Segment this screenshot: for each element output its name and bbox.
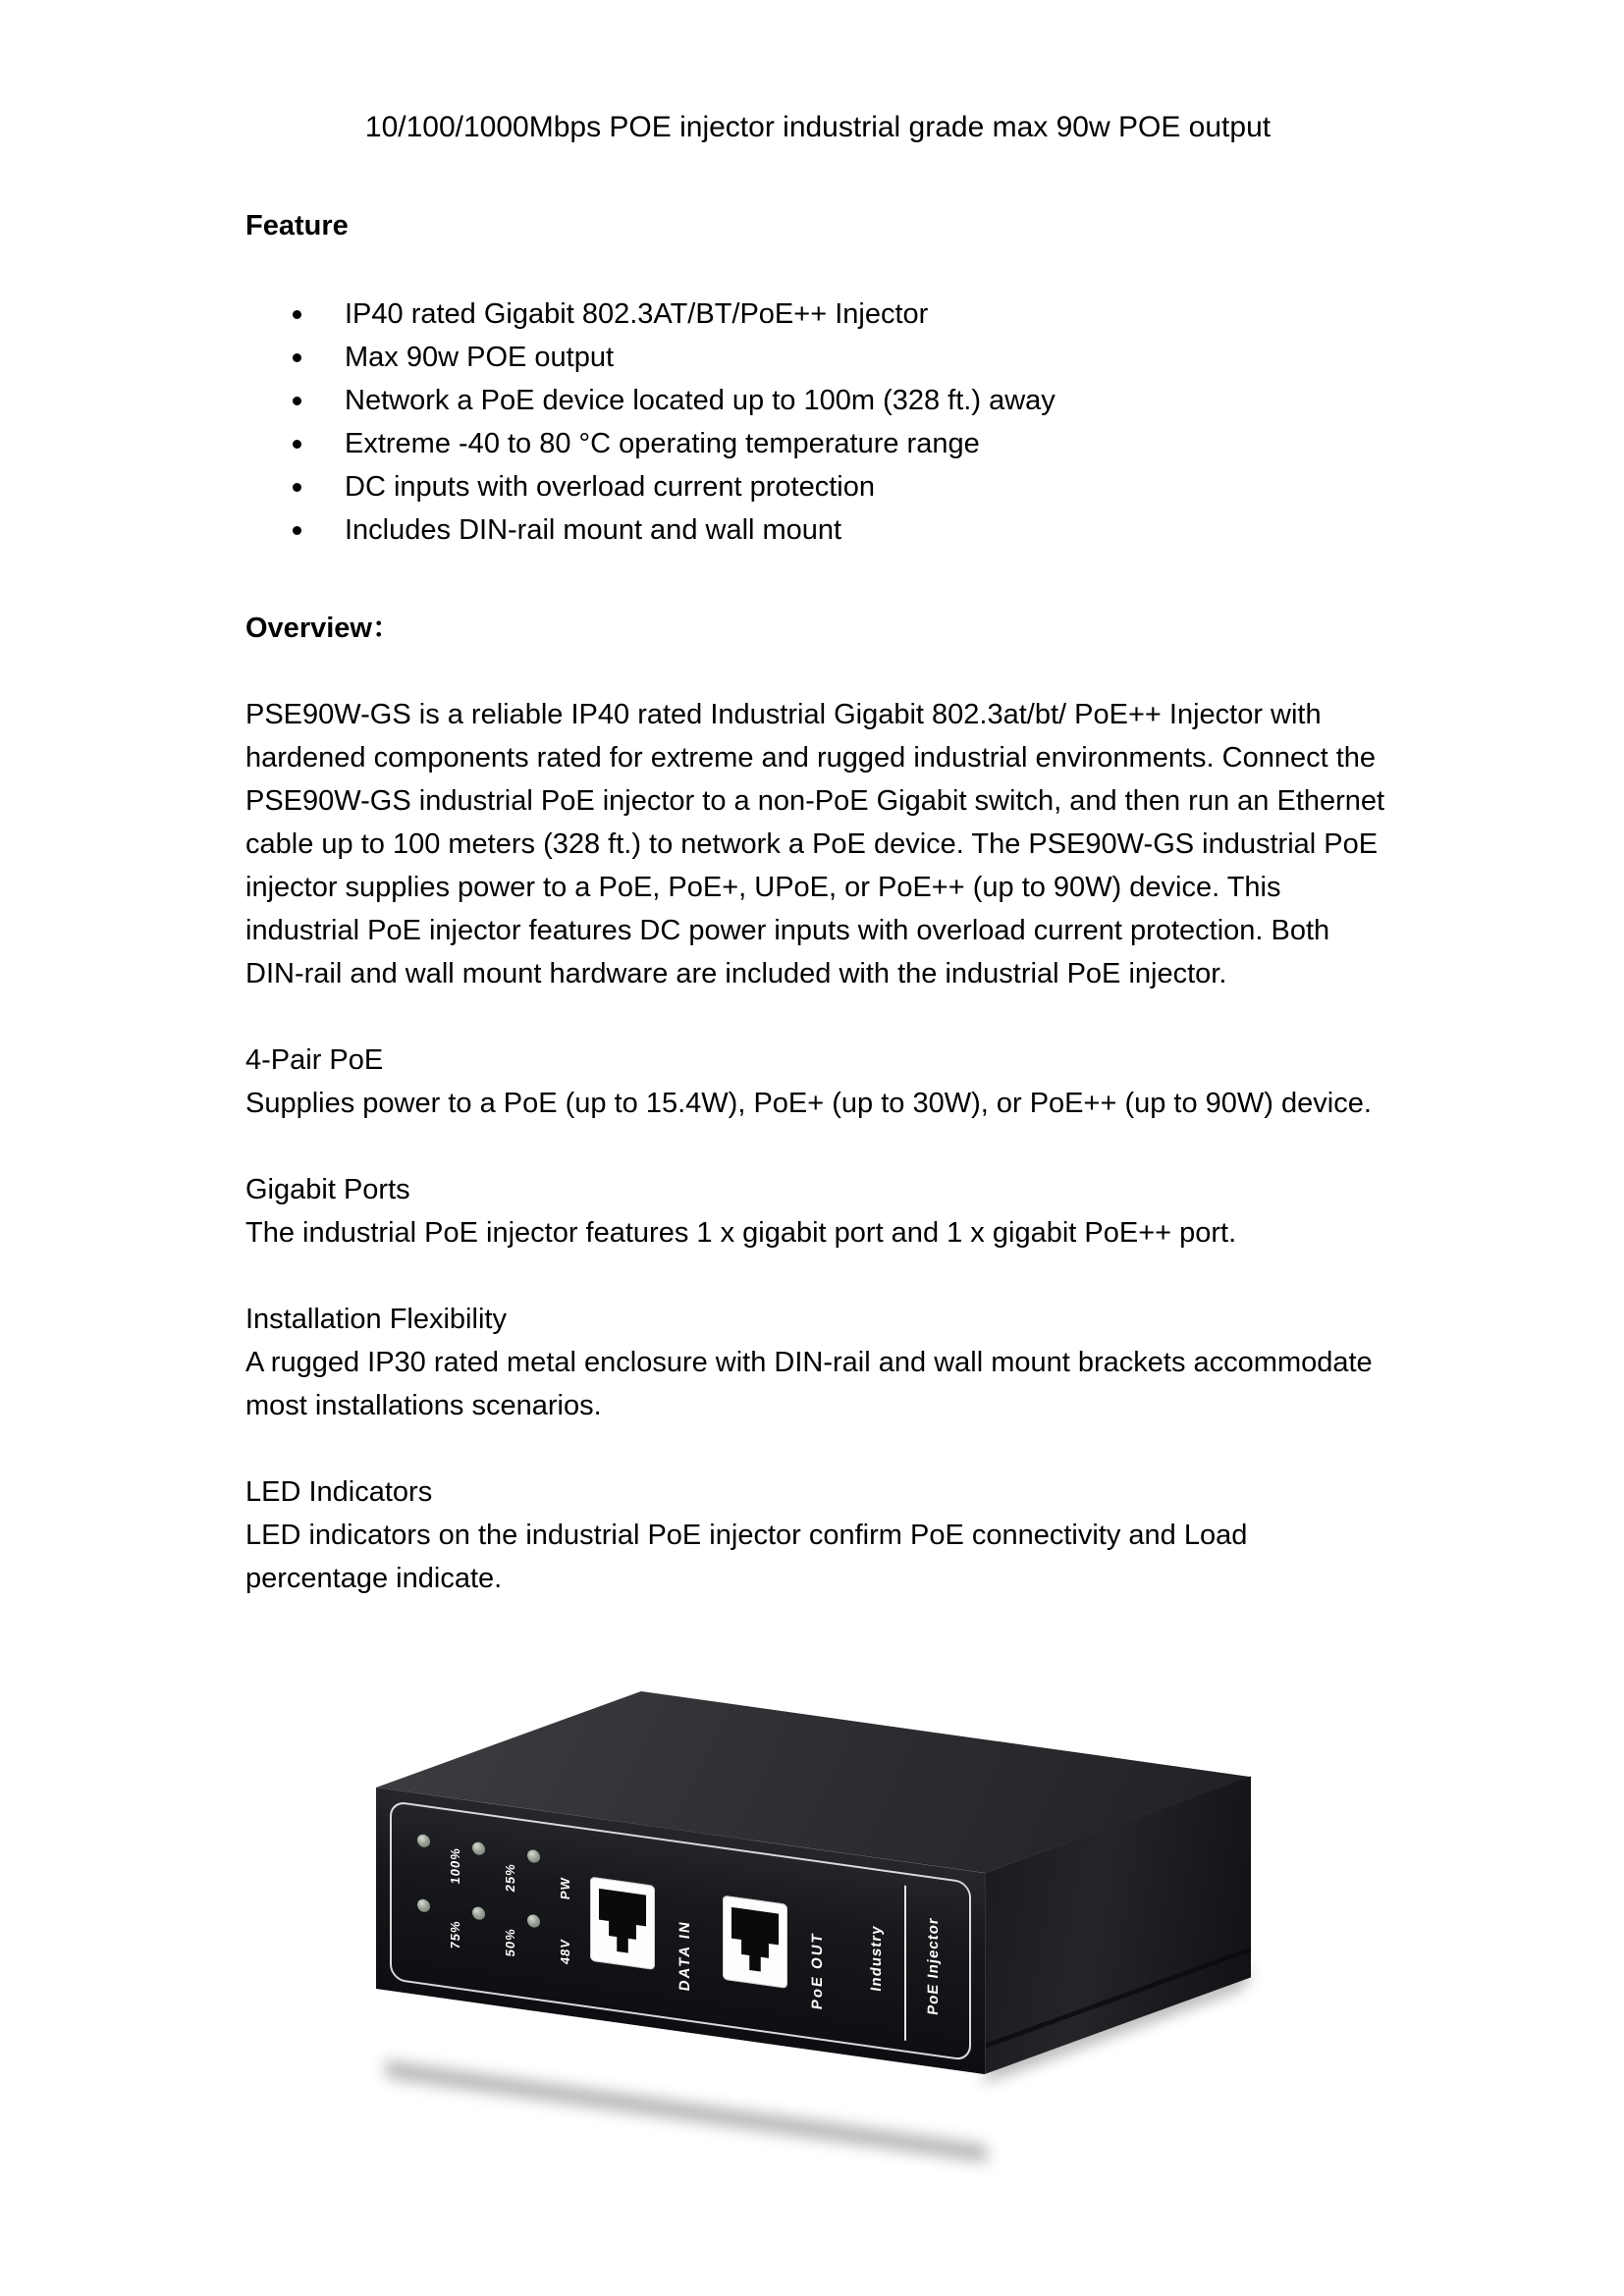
bullet-icon <box>293 310 301 319</box>
feature-heading: Feature <box>245 210 349 241</box>
brand-label: Industry <box>868 1924 885 1993</box>
bullet-icon <box>293 526 301 535</box>
bullet-icon <box>293 353 301 362</box>
section-gigabit-ports <box>245 1168 1390 1255</box>
led-label: 48V <box>558 1937 572 1965</box>
led-indicator <box>417 1833 430 1847</box>
list-item <box>245 508 1390 552</box>
section-led-indicators <box>245 1470 1390 1600</box>
device-shadow <box>386 2061 987 2162</box>
led-75 <box>417 1894 472 1966</box>
rj45-port-poe-out <box>723 1878 839 2012</box>
led-label: 50% <box>503 1926 517 1957</box>
brand-label-block <box>855 1875 955 2051</box>
led-indicator <box>417 1897 430 1912</box>
section-heading: Installation Flexibility <box>245 1304 507 1335</box>
led-indicator-block <box>417 1829 582 1982</box>
bullet-text: IP40 rated Gigabit 802.3AT/BT/PoE++ Injector <box>345 298 929 330</box>
list-item <box>245 379 1390 422</box>
port-label: PoE OUT <box>809 1930 826 2010</box>
section-body: A rugged IP30 rated metal enclosure with DIN-rail and wall mount brackets accommodate most installations scenarios. <box>245 1347 1373 1421</box>
page-title: 10/100/1000Mbps POE injector industrial grade max 90w POE output <box>364 111 1272 143</box>
bullet-icon <box>293 483 301 492</box>
section-4-pair-poe <box>245 1039 1390 1125</box>
led-100 <box>417 1829 472 1901</box>
bullet-text: DC inputs with overload current protection <box>345 471 875 503</box>
section-heading: Gigabit Ports <box>245 1174 410 1205</box>
section-installation-flexibility <box>245 1298 1390 1427</box>
section-body: The industrial PoE injector features 1 x gigabit port and 1 x gigabit PoE++ port. <box>245 1217 1237 1249</box>
bullet-text: Extreme -40 to 80 °C operating temperature range <box>345 428 980 459</box>
rj45-jack-icon <box>590 1876 655 1969</box>
brand-label: PoE Injector <box>925 1916 942 2017</box>
led-label: 100% <box>448 1845 462 1885</box>
overview-heading: Overview： <box>245 613 401 644</box>
rj45-port-data-in <box>590 1859 707 1994</box>
overview-paragraph: PSE90W-GS is a reliable IP40 rated Industrial Gigabit 802.3at/bt/ PoE++ Injector with hardened components rated for extreme and rugged industrial environments. Connect the PSE90W-GS industrial PoE injector to a non-PoE Gigabit switch, and then run an Ethernet cable up to 100 meters (328 ft.) to network a PoE device. The PSE90W-GS industrial PoE injector supplies power to a PoE, PoE+, UPoE, or PoE++ (up to 90W) device. This industrial PoE injector features DC power inputs with overload current protection. Both DIN-rail and wall mount hardware are included with the industrial PoE injector. <box>245 699 1385 989</box>
list-item <box>245 293 1390 336</box>
rj45-cutout <box>731 1906 779 1974</box>
bullet-icon <box>293 440 301 449</box>
led-label: PW <box>558 1875 572 1900</box>
section-heading: 4-Pair PoE <box>245 1044 384 1076</box>
bullet-text: Network a PoE device located up to 100m (328 ft.) away <box>345 385 1056 416</box>
led-50 <box>472 1901 527 1974</box>
bullet-text: Includes DIN-rail mount and wall mount <box>345 514 842 546</box>
brand-divider <box>904 1885 906 2040</box>
list-item <box>245 422 1390 465</box>
rj45-cutout <box>599 1888 646 1955</box>
port-label: DATA IN <box>677 1918 693 1992</box>
led-label: 75% <box>448 1918 462 1949</box>
rj45-jack-icon <box>723 1895 787 1988</box>
led-pw <box>527 1844 582 1917</box>
list-item <box>245 465 1390 508</box>
led-25 <box>472 1837 527 1909</box>
section-body: LED indicators on the industrial PoE injector confirm PoE connectivity and Load percentage indicate. <box>245 1520 1248 1594</box>
section-heading: LED Indicators <box>245 1476 433 1508</box>
list-item <box>245 336 1390 379</box>
feature-bullet-list <box>245 293 1390 552</box>
bullet-text: Max 90w POE output <box>345 342 615 373</box>
led-label: 25% <box>503 1861 517 1893</box>
led-48v <box>527 1909 582 1982</box>
section-body: Supplies power to a PoE (up to 15.4W), PoE+ (up to 30W), or PoE++ (up to 90W) device. <box>245 1088 1372 1119</box>
bullet-icon <box>293 397 301 405</box>
product-photo <box>356 1626 1279 2097</box>
